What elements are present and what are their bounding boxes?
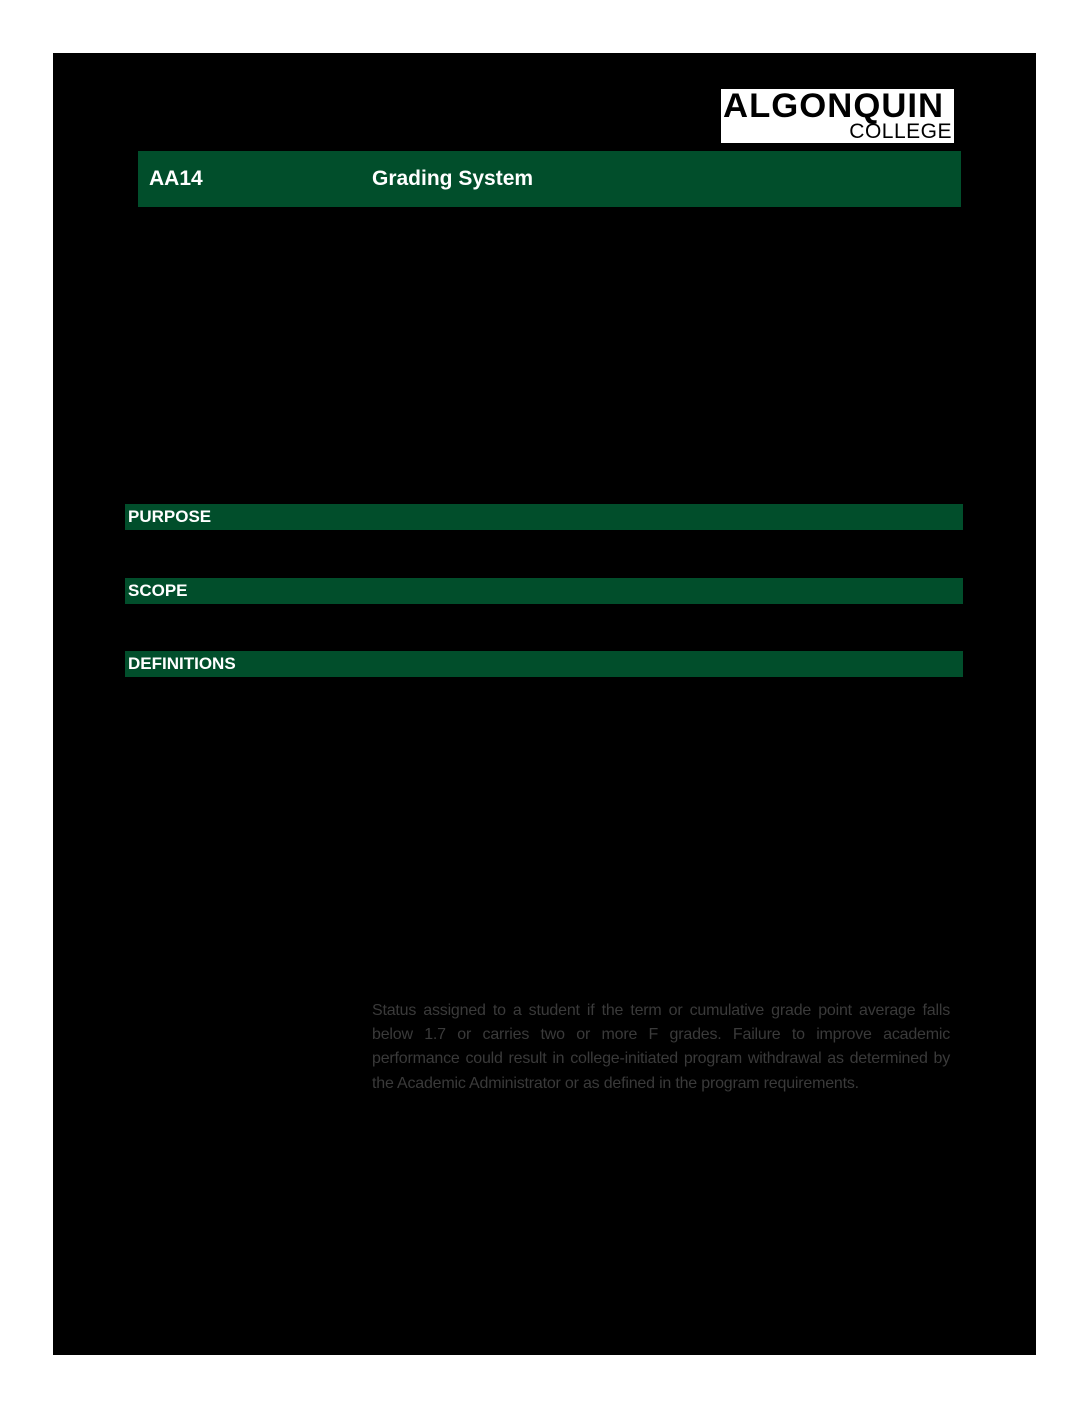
- algonquin-college-logo: [721, 89, 954, 143]
- policy-title-bar: [138, 151, 961, 207]
- policy-title: Grading System: [372, 167, 534, 190]
- section-heading-definitions: DEFINITIONS: [125, 651, 963, 677]
- document-page: [53, 53, 1036, 1355]
- logo-wordmark-bottom: COLLEGE: [849, 120, 952, 143]
- definition-academic-probation-text: Status assigned to a student if the term or cumulative grade point average falls below 1.7 or carries two or more F grades. Failure to improve academic performance could result in college-initiated program withdrawal as determined by the Academic Administrator or as defined in the program requirements.: [372, 1002, 950, 1092]
- section-heading-scope: SCOPE: [125, 578, 963, 604]
- logo-wordmark-top: ALGONQUIN: [723, 87, 945, 125]
- policy-code: AA14: [149, 167, 203, 190]
- section-heading-purpose: PURPOSE: [125, 504, 963, 530]
